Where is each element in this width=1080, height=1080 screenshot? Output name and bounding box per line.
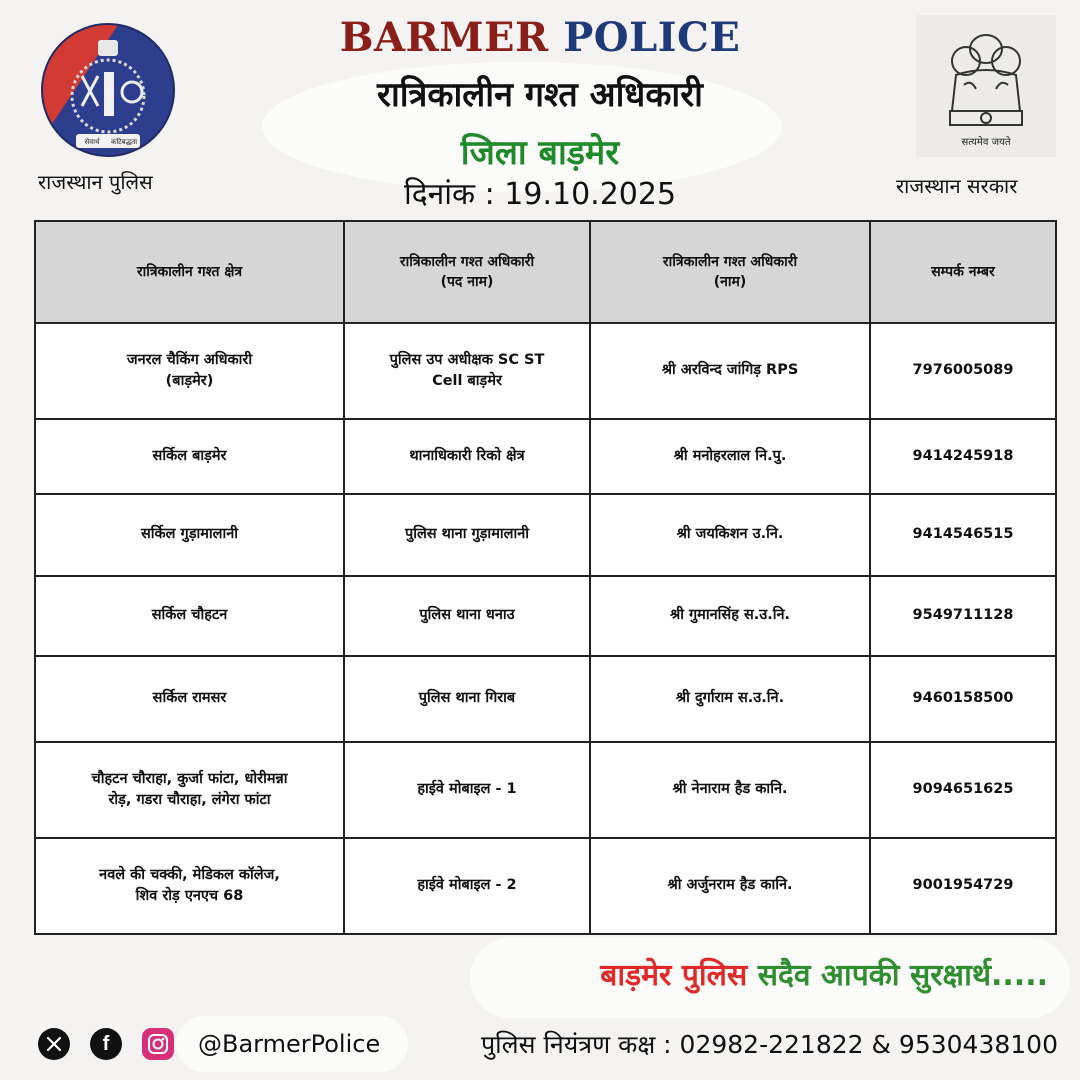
- table-row: [35, 742, 1056, 838]
- cell-officer-name: श्री अर्जुनराम हैड कानि.: [590, 838, 870, 934]
- cell-officer-designation: पुलिस उप अधीक्षक SC ST Cell बाड़मेर: [344, 323, 590, 419]
- cell-officer-designation: पुलिस थाना गिराब: [344, 656, 590, 742]
- cell-contact-number: 9094651625: [870, 742, 1056, 838]
- cell-patrol-area: सर्किल रामसर: [35, 656, 344, 742]
- cell-officer-designation: पुलिस थाना धनाउ: [344, 576, 590, 656]
- cell-officer-designation: हाईवे मोबाइल - 2: [344, 838, 590, 934]
- table-row: [35, 838, 1056, 934]
- cell-patrol-area: सर्किल बाड़मेर: [35, 419, 344, 494]
- table-row: [35, 419, 1056, 494]
- table-header-row: [35, 221, 1056, 323]
- night-patrol-table: [34, 220, 1057, 935]
- rajasthan-police-label: राजस्थान पुलिस: [38, 170, 153, 194]
- cell-patrol-area: चौहटन चौराहा, कुर्जा फांटा, धोरीमन्ना रोड़, गडरा चौराहा, लंगेरा फांटा: [35, 742, 344, 838]
- column-header-officer-designation: रात्रिकालीन गश्त अधिकारी (पद नाम): [344, 221, 590, 323]
- cell-officer-name: श्री दुर्गाराम स.उ.नि.: [590, 656, 870, 742]
- column-header-contact-number: सम्पर्क नम्बर: [870, 221, 1056, 323]
- table-row: [35, 576, 1056, 656]
- cell-patrol-area: सर्किल चौहटन: [35, 576, 344, 656]
- facebook-icon[interactable]: f: [90, 1028, 122, 1060]
- cell-officer-name: श्री गुमानसिंह स.उ.नि.: [590, 576, 870, 656]
- column-header-officer-name: रात्रिकालीन गश्त अधिकारी (नाम): [590, 221, 870, 323]
- page-title-english: [0, 14, 1080, 61]
- cell-patrol-area: नवले की चक्की, मेडिकल कॉलेज, शिव रोड़ एनएच 68: [35, 838, 344, 934]
- date-line: दिनांक : 19.10.2025: [403, 177, 677, 212]
- logo-ribbon-right-text: कटिबद्धता: [110, 138, 138, 146]
- social-links: [38, 1026, 380, 1062]
- page-title-hindi: रात्रिकालीन गश्त अधिकारी: [377, 75, 703, 115]
- district-title: जिला बाड़मेर: [460, 133, 620, 173]
- cell-officer-name: श्री मनोहरलाल नि.पु.: [590, 419, 870, 494]
- column-header-patrol-area: रात्रिकालीन गश्त क्षेत्र: [35, 221, 344, 323]
- table-row: [35, 656, 1056, 742]
- emblem-motto: सत्यमेव जयते: [961, 137, 1011, 148]
- cell-contact-number: 9414546515: [870, 494, 1056, 576]
- cell-contact-number: 9460158500: [870, 656, 1056, 742]
- table-row: [35, 323, 1056, 419]
- title-barmer: BARMER: [339, 14, 549, 61]
- cell-officer-designation: हाईवे मोबाइल - 1: [344, 742, 590, 838]
- slogan-barmer-police: बाड़मेर पुलिस: [600, 958, 748, 993]
- x-icon[interactable]: [38, 1028, 70, 1060]
- instagram-icon[interactable]: [142, 1028, 174, 1060]
- table-row: [35, 494, 1056, 576]
- logo-ribbon-left-text: सेवार्थ: [84, 138, 100, 146]
- cell-officer-designation: पुलिस थाना गुड़ामालानी: [344, 494, 590, 576]
- cell-patrol-area: सर्किल गुड़ामालानी: [35, 494, 344, 576]
- cell-officer-name: श्री नेनाराम हैड कानि.: [590, 742, 870, 838]
- cell-patrol-area: जनरल चैकिंग अधिकारी (बाड़मेर): [35, 323, 344, 419]
- cell-officer-name: श्री अरविन्द जांगिड़ RPS: [590, 323, 870, 419]
- title-police: POLICE: [563, 14, 741, 61]
- rajasthan-government-label: राजस्थान सरकार: [896, 174, 1018, 198]
- control-room-contact: पुलिस नियंत्रण कक्ष : 02982-221822 & 9530438100: [480, 1030, 1058, 1059]
- footer-slogan: [600, 953, 1048, 994]
- slogan-always-for-safety: सदैव आपकी सुरक्षार्थ.....: [757, 958, 1048, 993]
- cell-contact-number: 9001954729: [870, 838, 1056, 934]
- social-handle[interactable]: @BarmerPolice: [198, 1030, 381, 1058]
- cell-officer-name: श्री जयकिशन उ.नि.: [590, 494, 870, 576]
- cell-contact-number: 9549711128: [870, 576, 1056, 656]
- cell-officer-designation: थानाधिकारी रिको क्षेत्र: [344, 419, 590, 494]
- cell-contact-number: 7976005089: [870, 323, 1056, 419]
- cell-contact-number: 9414245918: [870, 419, 1056, 494]
